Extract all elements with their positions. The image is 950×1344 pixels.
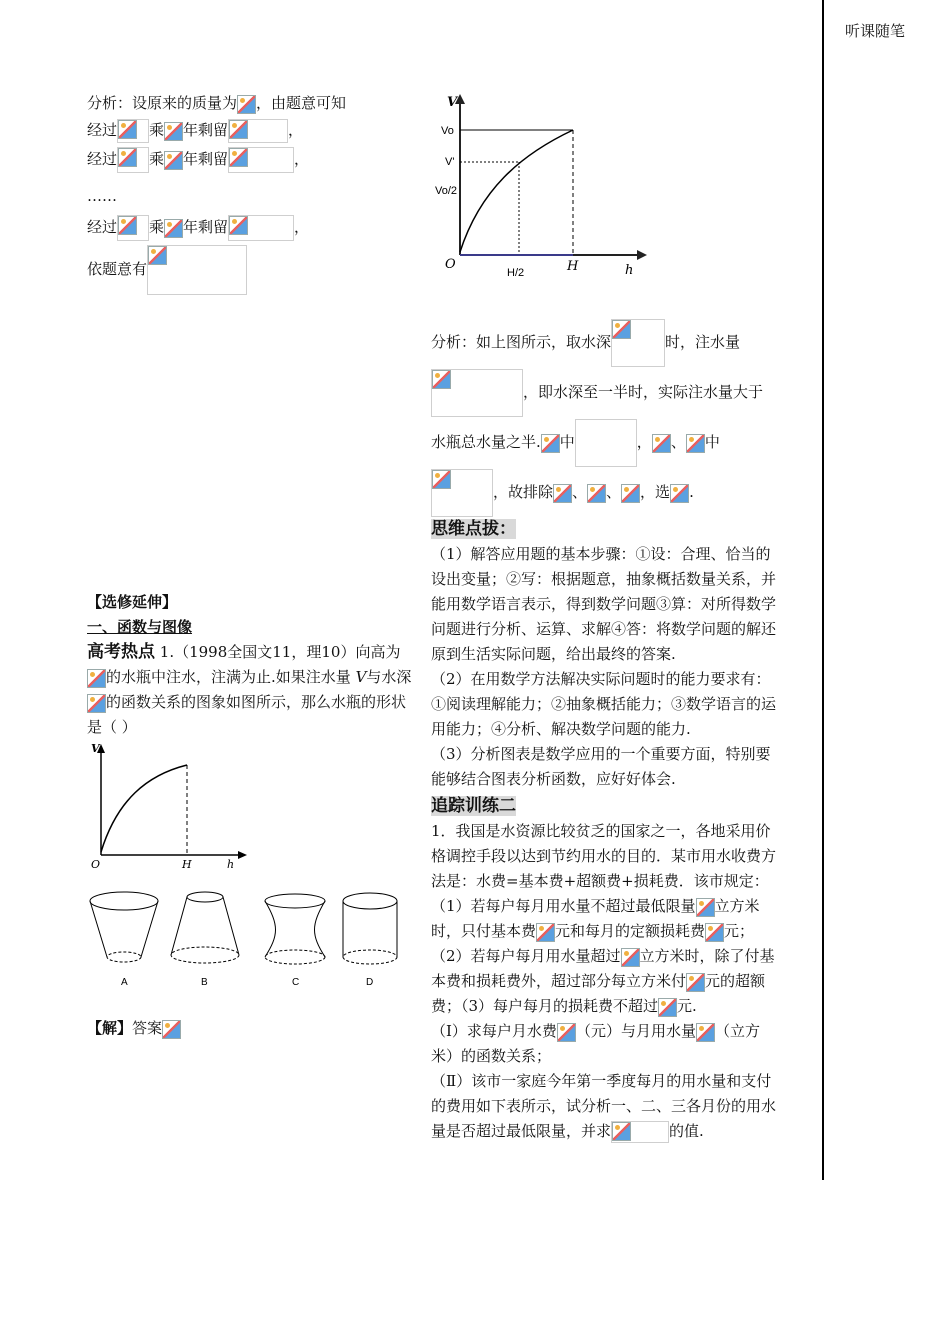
analysis-line: 分析：设原来的质量为 ，由题意可知 [87, 94, 347, 112]
axis-h-label: h [227, 858, 235, 870]
label-h-half: H/2 [507, 267, 525, 279]
thinking-point-2: （2）在用数学方法解决实际问题时的能力要求有：①阅读理解能力；②抽象概括能力；③数学语言的运用能力；④分析、解决数学问题的能力. [431, 670, 777, 738]
big-axis-origin: O [445, 257, 456, 272]
formula-image [696, 1023, 715, 1042]
analysis-block [431, 317, 776, 517]
formula-image [621, 484, 640, 503]
training-problem: 1．我国是水资源比较贫乏的国家之一，各地采用价格调控手段以达到节约用水的目的．某市用水收费方法是：水费=基本费+超额费+损耗费．该市规定：（1）若每户每月用水量不超过最低限量 立方米时，只付基本费 元和每月的定额损耗费 元；（2）若每户每月用水量超过 立方米时，除了付基本费和损耗费外，超过部分每立方米付 元的超额费；（3）每户每月的损耗费不超过 元. [431, 822, 777, 1015]
formula-image [557, 1023, 576, 1042]
bottle-shapes [87, 885, 407, 995]
bottle-c [265, 894, 325, 988]
formula-image [164, 219, 183, 238]
margin-divider [822, 0, 824, 1180]
formula-image [118, 148, 137, 167]
formula-image [432, 470, 451, 489]
formula-image [686, 434, 705, 453]
formula-image [148, 246, 167, 265]
ellipsis: …… [87, 187, 117, 205]
decay-line-n: 经过 乘 年剩留 ， [87, 214, 412, 241]
label-vo: Vo [441, 125, 454, 137]
label-h: H [567, 259, 579, 274]
thinking-point-3: （3）分析图表是数学应用的一个重要方面，特别要能够结合图表分析函数，应好好体会. [431, 745, 771, 788]
according-line: 依题意有 [87, 245, 412, 295]
question-2: （Ⅱ）该市一家庭今年第一季度每月的用水量和支付的费用如下表所示，试分析一、二、三各月份的用水量是否超过最低限量，并求 的值. [431, 1069, 776, 1144]
formula-image [432, 370, 451, 389]
decay-line-2: 经过 乘 年剩留 ， [87, 146, 412, 173]
axis-h-mark: H [182, 858, 192, 870]
thinking-block [431, 517, 776, 1144]
bottle-b-label: B [201, 977, 208, 988]
formula-image [612, 1122, 631, 1141]
formula-image [229, 148, 248, 167]
formula-image [164, 122, 183, 141]
question-1: （Ⅰ）求每户月水费 （元）与月用水量 （立方米）的函数关系； [431, 1022, 760, 1065]
volume-depth-analysis-graph [435, 90, 650, 290]
answer-line: 【解】答案 [87, 1015, 181, 1042]
thinking-title: 思维点拔： [431, 519, 516, 539]
subsection-title: 一、函数与图像 [87, 618, 193, 636]
formula-image [536, 923, 555, 942]
section-title: 【选修延伸】 [87, 593, 178, 611]
formula-image [164, 151, 183, 170]
analysis-paragraph: 分析：如上图所示，取水深 时，注水量 ，即水深至一半时，实际注水量大于水瓶总水量之半. 中 ， 、 中 ，故排除 、 、 ，选 . [431, 317, 776, 517]
axis-v-label: V [91, 742, 100, 755]
label-vo-half: Vo/2 [435, 185, 458, 197]
formula-image [705, 923, 724, 942]
bottle-d-label: D [366, 977, 374, 988]
decay-line-1: 经过 乘 年剩留 ， [87, 117, 412, 144]
formula-image [541, 434, 560, 453]
side-note-title: 听课随笔 [845, 22, 906, 40]
training-title: 追踪训练二 [431, 796, 516, 816]
axis-origin-label: O [91, 858, 101, 870]
formula-image [670, 484, 689, 503]
formula-image [696, 898, 715, 917]
volume-depth-graph [87, 740, 247, 870]
formula-image [621, 948, 640, 967]
problem-text: 高考热点 1.（1998全国文11，理10）向高为的水瓶中注水，注满为止.如果注水量 V与水深的函数关系的图象如图所示，那么水瓶的形状是（ ） [87, 642, 412, 736]
formula-image [229, 216, 248, 235]
bottle-d [343, 893, 397, 988]
formula-image [87, 669, 106, 688]
thinking-point-1: （1）解答应用题的基本步骤：①设：合理、恰当的设出变量；②写：根据题意，抽象概括数量关系，并能用数学语言表示，得到数学问题③算：对所得数学问题进行分析、运算、求解④答：将数学问题的解还原到生活实际问题，给出最终的答案. [431, 545, 777, 663]
formula-image [686, 973, 705, 992]
bottle-c-label: C [292, 977, 300, 988]
formula-image [658, 998, 677, 1017]
big-axis-h: h [625, 263, 634, 278]
formula-image [652, 434, 671, 453]
label-vprime: V' [445, 156, 455, 168]
left-column [87, 90, 412, 1037]
formula-image [118, 120, 137, 139]
formula-image [553, 484, 572, 503]
formula-image [587, 484, 606, 503]
formula-image [612, 320, 631, 339]
hot-label: 高考热点 [87, 642, 155, 662]
big-axis-v: V [447, 95, 458, 110]
formula-image [162, 1020, 181, 1039]
formula-image [229, 120, 248, 139]
formula-image [87, 694, 106, 713]
formula-image [237, 95, 256, 114]
bottle-a [90, 892, 158, 988]
bottle-a-label: A [121, 977, 128, 988]
formula-image [118, 216, 137, 235]
bottle-b [171, 892, 239, 988]
